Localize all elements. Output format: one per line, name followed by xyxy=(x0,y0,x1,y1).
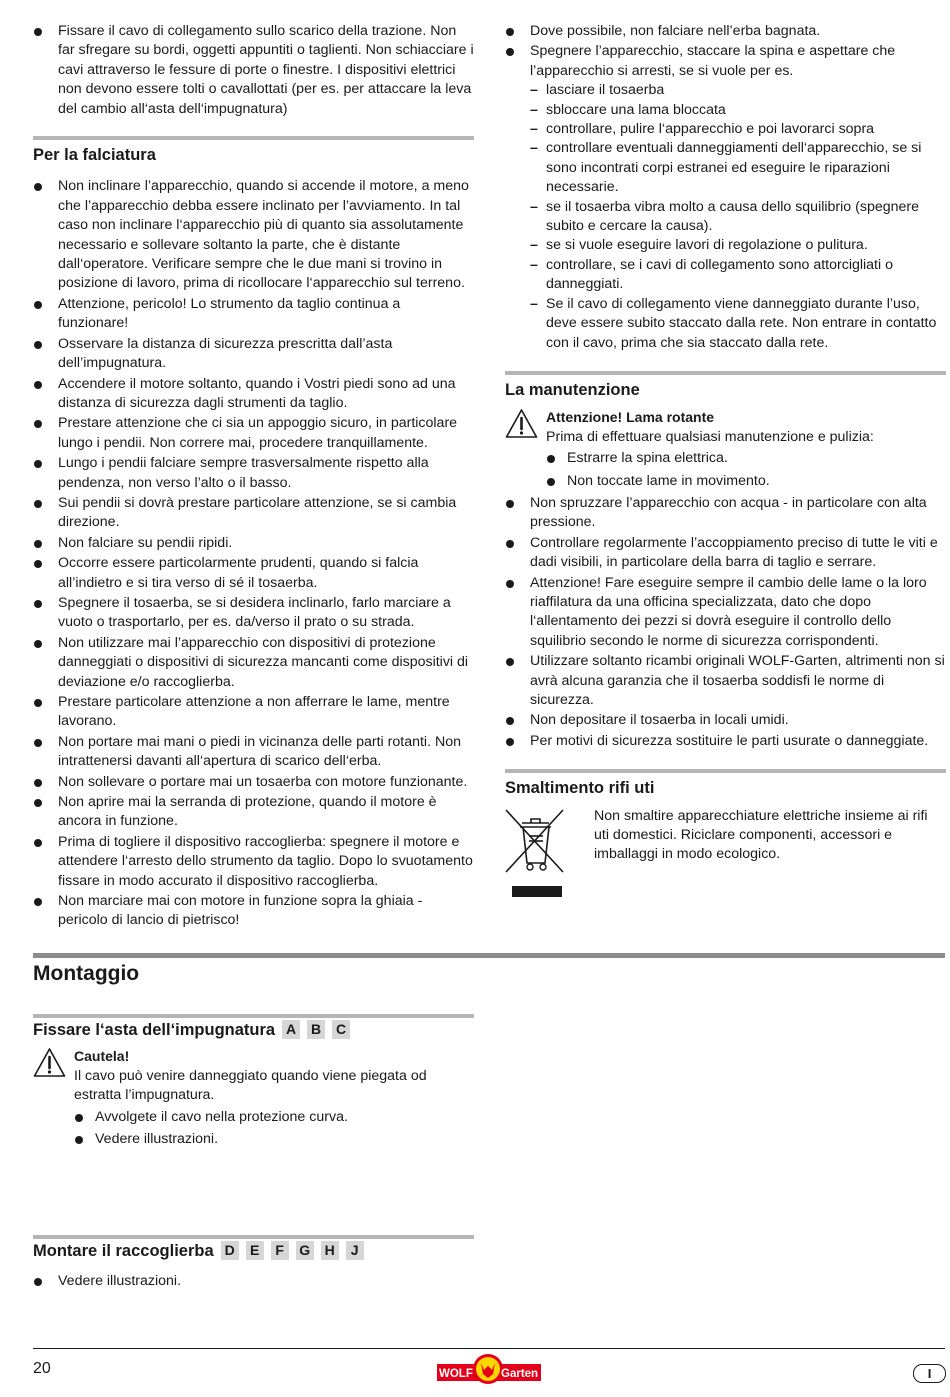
warning-bullet-list xyxy=(546,449,946,491)
raccoglierba-title-row xyxy=(33,1241,474,1261)
list-item: Prestare particolare attenzione a non afferrare le lame, mentre lavorano. xyxy=(33,693,474,732)
list-item: Per motivi di sicurezza sostituire le parti usurate o danneggiate. xyxy=(505,732,946,751)
list-item xyxy=(505,42,946,353)
list-item: Non sollevare o portare mai un tosaerba con motore funzionante. xyxy=(33,773,474,792)
list-item: Attenzione! Fare eseguire sempre il cambio delle lame o la loro riaffilatura da una officina specializzata, dato che dopo l‘allentamento dei pezzi si dovrà eseguire il controllo dello squilibrio secondo le norme di sicurezza corrispondenti. xyxy=(505,574,946,652)
list-item: Non spruzzare l’apparecchio con acqua - in particolare con alta pressione. xyxy=(505,494,946,533)
raccoglierba-section xyxy=(33,1235,474,1293)
dash-item: – lasciare il tosaerba xyxy=(530,81,946,100)
figure-badge-f: F xyxy=(271,1241,289,1260)
warning-triangle-icon xyxy=(505,408,538,439)
left-column xyxy=(33,22,474,932)
list-item: Non falciare su pendii ripidi. xyxy=(33,534,474,553)
dash-list xyxy=(530,81,946,353)
list-item: Vedere illustrazioni. xyxy=(74,1130,474,1149)
right-column xyxy=(505,22,946,907)
wolf-garten-logo xyxy=(437,1352,541,1386)
figure-badge-e: E xyxy=(246,1241,264,1260)
figure-badge-a: A xyxy=(282,1020,300,1039)
dash-item: – se si vuole eseguire lavori di regolazione o pulitura. xyxy=(530,236,946,255)
section-divider xyxy=(505,769,946,773)
warning-block-cautela xyxy=(33,1047,474,1149)
disposal-block xyxy=(505,807,946,907)
list-item: Sui pendii si dovrà prestare particolare attenzione, se si cambia direzione. xyxy=(33,494,474,533)
right-intro-bullet-list xyxy=(505,22,946,353)
list-item: Occorre essere particolarmente prudenti, quando si falcia all’indietro e si tira verso di sé il tosaerba. xyxy=(33,554,474,593)
footer-rule xyxy=(33,1348,945,1349)
dash-item: – controllare, se i cavi di collegamento sono attorcigliati o danneggiati. xyxy=(530,256,946,295)
figure-badge-j: J xyxy=(346,1241,364,1260)
montaggio-divider xyxy=(33,953,945,958)
figure-badge-c: C xyxy=(332,1020,350,1039)
list-item: Lungo i pendii falciare sempre trasversalmente rispetto alla pendenza, non verso l’alto o il basso. xyxy=(33,454,474,493)
dash-item: – sbloccare una lama bloccata xyxy=(530,101,946,120)
list-item: Non utilizzare mai l’apparecchio con dispositivi di protezione danneggiati o dispositivi di sicurezza mancanti come dispositivi di deviazione e/o raccoglierba. xyxy=(33,634,474,692)
list-item: Non marciare mai con motore in funzione sopra la ghiaia - pericolo di lancio di pietrisco! xyxy=(33,892,474,931)
list-item: Accendere il motore soltanto, quando i Vostri piedi sono ad una distanza di sicurezza dagli strumenti da taglio. xyxy=(33,375,474,414)
warning-text: Il cavo può venire danneggiato quando viene piegata od estratta l’impugnatura. xyxy=(74,1067,427,1104)
figure-badge-g: G xyxy=(296,1241,314,1260)
dash-item: – se il tosaerba vibra molto a causa dello squilibrio (spegnere subito e cercare la causa). xyxy=(530,198,946,237)
list-item: Prestare attenzione che ci sia un appoggio sicuro, in particolare lungo i pendii. Non correre mai, procedere tranquillamente. xyxy=(33,414,474,453)
list-item: Non aprire mai la serranda di protezione, quando il motore è ancora in funzione. xyxy=(33,793,474,832)
weee-crossed-bin-icon xyxy=(505,807,565,899)
list-item: Fissare il cavo di collegamento sullo scarico della trazione. Non far sfregare su bordi, oggetti appuntiti o taglienti. Non schiacciare i cavi attraverso le fessure di porte o finestre. I dispositivi elettrici non devono essere tolti o cavallottati (per es. per attaccare la leva del cambio all‘asta dell‘impugnatura) xyxy=(33,22,474,119)
figure-badge-d: D xyxy=(221,1241,239,1260)
figure-badge-h: H xyxy=(321,1241,339,1260)
list-item: Non inclinare l’apparecchio, quando si accende il motore, a meno che l’apparecchio debba essere inclinato per l’avviamento. In tal caso non inclinare l‘apparecchio più di quanto sia assolutamente necessario e sollevare soltanto la parte, che è distante dall‘operatore. Verificare sempre che le due mani si trovino in posizione di lavoro, prima di ricollocare l‘apparecchio sul terreno. xyxy=(33,177,474,293)
warning-triangle-icon xyxy=(33,1047,66,1078)
warning-block-lama xyxy=(505,408,946,491)
list-item-text: Spegnere l’apparecchio, staccare la spina e aspettare che l’apparecchio si arresti, se si vuole per es. xyxy=(530,43,896,79)
list-item: Dove possibile, non falciare nell’erba bagnata. xyxy=(505,22,946,41)
asta-section xyxy=(33,1014,474,1150)
dash-item: – Se il cavo di collegamento viene danneggiato durante l’uso, deve essere subito staccato dalla rete. Non entrare in contatto con il cavo, prima che sia staccato dalla rete. xyxy=(530,295,946,353)
section-title-falciatura: Per la falciatura xyxy=(33,146,156,165)
list-item: Non toccate lame in movimento. xyxy=(546,472,946,491)
language-badge: I xyxy=(913,1364,946,1383)
list-item: Spegnere il tosaerba, se si desidera inclinarlo, farlo marciare a vuoto o trasportarlo, per es. da/verso il prato o su strada. xyxy=(33,594,474,633)
warning-text: Prima di effettuare qualsiasi manutenzione e pulizia: xyxy=(546,428,874,445)
list-item: Osservare la distanza di sicurezza prescritta dall’asta dell’impugnatura. xyxy=(33,335,474,374)
asta-title: Fissare l‘asta dell‘impugnatura xyxy=(33,1021,276,1039)
list-item: Vedere illustrazioni. xyxy=(33,1272,474,1291)
page-number: 20 xyxy=(33,1360,51,1377)
disposal-text: Non smaltire apparecchiature elettriche insieme ai rifi uti domestici. Riciclare componenti, accessori e imballaggi in modo ecologico. xyxy=(594,807,928,863)
list-item: Attenzione, pericolo! Lo strumento da taglio continua a funzionare! xyxy=(33,295,474,334)
list-item: Avvolgete il cavo nella protezione curva. xyxy=(74,1108,474,1127)
dash-item: – controllare eventuali danneggiamenti dell‘apparecchio, se si sono incontrati corpi estranei ed eseguire le riparazioni necessarie. xyxy=(530,139,946,197)
logo-text-left: WOLF xyxy=(439,1368,473,1380)
section-title-smaltimento: Smaltimento rifi uti xyxy=(505,779,655,798)
warning-title: Attenzione! Lama rotante xyxy=(546,409,715,426)
section-divider xyxy=(33,1235,474,1239)
warning-bullet-list xyxy=(74,1108,474,1150)
raccoglierba-title: Montare il raccoglierba xyxy=(33,1242,214,1260)
list-item: Prima di togliere il dispositivo raccoglierba: spegnere il motore e attendere l‘arresto dello strumento da taglio. Dopo lo svuotamento fissare in modo accurato il dispositivo raccoglierba. xyxy=(33,833,474,891)
montaggio-title: Montaggio xyxy=(33,962,140,985)
section-title-manutenzione: La manutenzione xyxy=(505,380,640,399)
list-item: Controllare regolarmente l’accoppiamento preciso di tutte le viti e dadi visibili, in particolare della barra di taglio e serrare. xyxy=(505,534,946,573)
raccoglierba-bullet-list xyxy=(33,1272,474,1291)
section-divider xyxy=(33,1014,474,1018)
intro-bullet-list xyxy=(33,22,474,119)
section-divider xyxy=(505,371,946,375)
logo-text-right: Garten xyxy=(501,1368,539,1380)
list-item: Non portare mai mani o piedi in vicinanza delle parti rotanti. Non intrattenersi davanti all‘apertura di scarico dell‘erba. xyxy=(33,733,474,772)
list-item: Non depositare il tosaerba in locali umidi. xyxy=(505,711,946,730)
warning-title: Cautela! xyxy=(74,1048,130,1065)
dash-item: – controllare, pulire l‘apparecchio e poi lavorarci sopra xyxy=(530,120,946,139)
section-divider xyxy=(33,136,474,140)
falciatura-bullet-list xyxy=(33,177,474,930)
list-item: Estrarre la spina elettrica. xyxy=(546,449,946,468)
list-item: Utilizzare soltanto ricambi originali WOLF-Garten, altrimenti non si avrà alcuna garanzia che il tosaerba soddisfi le norme di sicurezza. xyxy=(505,652,946,710)
manutenzione-bullet-list xyxy=(505,494,946,751)
asta-title-row xyxy=(33,1020,474,1040)
figure-badge-b: B xyxy=(307,1020,325,1039)
